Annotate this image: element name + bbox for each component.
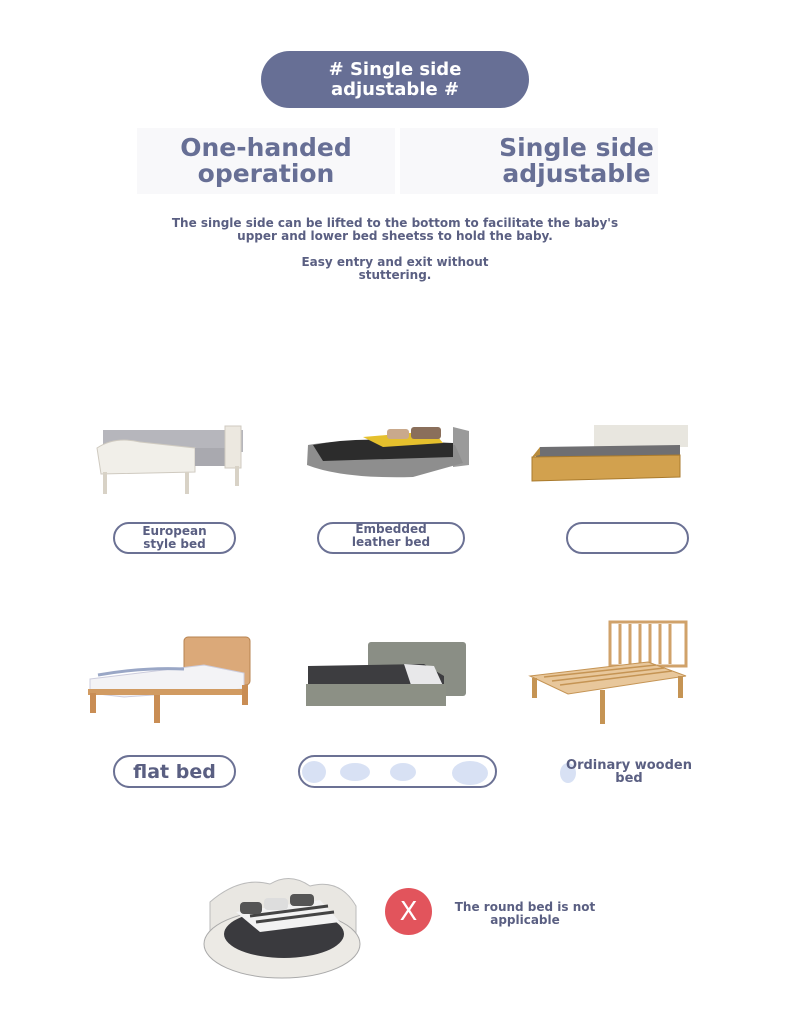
bed-type-label-flat-text: flat bed [133, 760, 216, 783]
bed-image-slatted [528, 620, 690, 728]
bed-type-label-upholstered [298, 755, 497, 788]
bed-image-wooden-box [530, 425, 688, 485]
bed-type-label-european-text: European style bed [142, 524, 207, 551]
bed-image-upholstered [304, 642, 468, 710]
description-main: The single side can be lifted to the bottom to facilitate the baby's upper and lower bed sheetss to hold the baby. [171, 216, 619, 243]
not-applicable-text: The round bed is not applicable [454, 900, 596, 927]
bed-image-flat [84, 635, 254, 725]
round-bed-image [200, 872, 362, 982]
bed-type-label-flat [113, 755, 236, 788]
feature-single-side [400, 128, 658, 194]
bed-type-label-wooden-box [566, 522, 689, 554]
not-applicable-x-mark: X [399, 896, 418, 927]
bed-image-leather [303, 425, 471, 487]
feature-single-side-label: Single side adjustable [499, 133, 654, 188]
header-title-text: # Single side adjustable # [328, 58, 462, 100]
not-applicable-x-icon [385, 888, 432, 935]
description-secondary: Easy entry and exit without stuttering. [301, 255, 489, 282]
bed-type-label-european [113, 522, 236, 554]
feature-one-handed [137, 128, 395, 194]
bed-type-label-slatted-text: Ordinary wooden bed [566, 757, 692, 786]
bed-type-label-leather-text: Embedded leather bed [351, 522, 431, 549]
bed-type-label-leather [317, 522, 465, 554]
feature-one-handed-label: One-handed operation [180, 133, 352, 188]
bed-type-label-slatted [558, 755, 700, 788]
bed-image-european [95, 422, 245, 497]
header-title [261, 51, 529, 108]
